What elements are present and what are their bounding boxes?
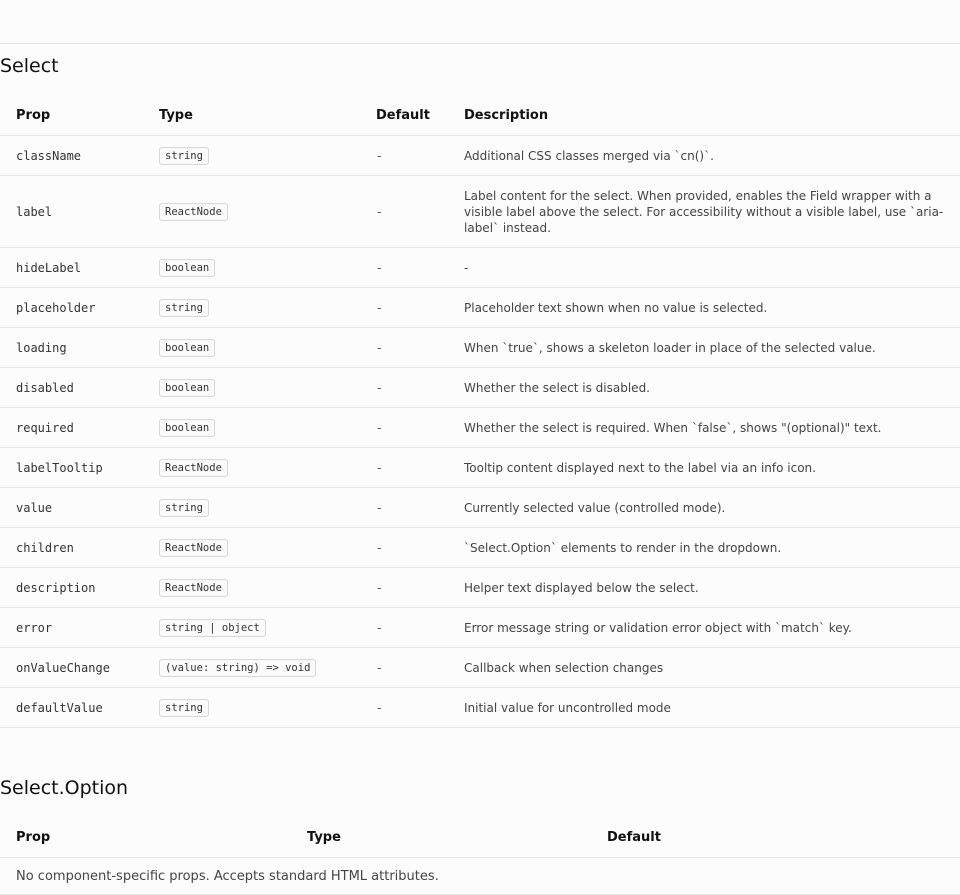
- type-chip: ReactNode: [159, 579, 228, 597]
- table-row: [0, 248, 960, 288]
- type-chip: string: [159, 299, 209, 317]
- header-type: Type: [143, 95, 360, 136]
- default-value: -: [360, 688, 448, 728]
- header-description: Description: [448, 95, 960, 136]
- prop-description: Whether the select is disabled.: [448, 368, 960, 408]
- props-table-select: [0, 95, 960, 728]
- type-chip: string: [159, 699, 209, 717]
- default-value: -: [360, 136, 448, 176]
- table-row: [0, 328, 960, 368]
- default-value: -: [360, 248, 448, 288]
- type-chip: ReactNode: [159, 459, 228, 477]
- table-row: [0, 568, 960, 608]
- default-value: -: [360, 528, 448, 568]
- type-chip: ReactNode: [159, 539, 228, 557]
- default-value: -: [360, 648, 448, 688]
- type-chip: string: [159, 147, 209, 165]
- type-chip: boolean: [159, 379, 215, 397]
- top-bar: [0, 0, 960, 44]
- no-props-note: No component-specific props. Accepts standard HTML attributes.: [0, 858, 960, 895]
- props-table-select-option: [0, 817, 960, 895]
- header-default: Default: [591, 817, 960, 858]
- table-row: [0, 136, 960, 176]
- table-row: [0, 608, 960, 648]
- prop-name: hideLabel: [0, 248, 143, 288]
- default-value: -: [360, 368, 448, 408]
- prop-name: onValueChange: [0, 648, 143, 688]
- prop-name: children: [0, 528, 143, 568]
- header-type: Type: [291, 817, 591, 858]
- table-row: [0, 688, 960, 728]
- prop-name: className: [0, 136, 143, 176]
- table-row: [0, 648, 960, 688]
- prop-description: -: [448, 248, 960, 288]
- prop-name: value: [0, 488, 143, 528]
- header-prop: Prop: [0, 817, 291, 858]
- section-title-select-option: Select.Option: [0, 777, 129, 799]
- prop-name: placeholder: [0, 288, 143, 328]
- prop-description: Callback when selection changes: [448, 648, 960, 688]
- table-row: [0, 448, 960, 488]
- type-chip: boolean: [159, 419, 215, 437]
- table-row: [0, 858, 960, 895]
- prop-description: Placeholder text shown when no value is selected.: [448, 288, 960, 328]
- prop-name: error: [0, 608, 143, 648]
- default-value: -: [360, 608, 448, 648]
- header-default: Default: [360, 95, 448, 136]
- type-chip: ReactNode: [159, 203, 228, 221]
- type-chip: boolean: [159, 339, 215, 357]
- default-value: -: [360, 288, 448, 328]
- table-row: [0, 288, 960, 328]
- prop-name: disabled: [0, 368, 143, 408]
- prop-name: defaultValue: [0, 688, 143, 728]
- default-value: -: [360, 176, 448, 248]
- prop-name: required: [0, 408, 143, 448]
- default-value: -: [360, 408, 448, 448]
- prop-description: Whether the select is required. When `false`, shows "(optional)" text.: [448, 408, 960, 448]
- prop-description: When `true`, shows a skeleton loader in place of the selected value.: [448, 328, 960, 368]
- prop-description: Tooltip content displayed next to the label via an info icon.: [448, 448, 960, 488]
- table-row: [0, 528, 960, 568]
- prop-name: label: [0, 176, 143, 248]
- prop-description: Error message string or validation error object with `match` key.: [448, 608, 960, 648]
- type-chip: string | object: [159, 619, 266, 637]
- table-row: [0, 176, 960, 248]
- prop-description: Helper text displayed below the select.: [448, 568, 960, 608]
- prop-description: Initial value for uncontrolled mode: [448, 688, 960, 728]
- prop-name: loading: [0, 328, 143, 368]
- prop-description: Label content for the select. When provided, enables the Field wrapper with a visible label above the select. For accessibility without a visible label, use `aria-label` instead.: [448, 176, 960, 248]
- table-row: [0, 408, 960, 448]
- prop-name: labelTooltip: [0, 448, 143, 488]
- type-chip: (value: string) => void: [159, 659, 316, 677]
- type-chip: string: [159, 499, 209, 517]
- table-row: [0, 368, 960, 408]
- default-value: -: [360, 488, 448, 528]
- table-row: [0, 488, 960, 528]
- prop-description: Currently selected value (controlled mode).: [448, 488, 960, 528]
- header-prop: Prop: [0, 95, 143, 136]
- prop-description: Additional CSS classes merged via `cn()`.: [448, 136, 960, 176]
- default-value: -: [360, 448, 448, 488]
- prop-description: `Select.Option` elements to render in the dropdown.: [448, 528, 960, 568]
- prop-name: description: [0, 568, 143, 608]
- type-chip: boolean: [159, 259, 215, 277]
- section-title-select: Select: [0, 55, 59, 77]
- default-value: -: [360, 568, 448, 608]
- default-value: -: [360, 328, 448, 368]
